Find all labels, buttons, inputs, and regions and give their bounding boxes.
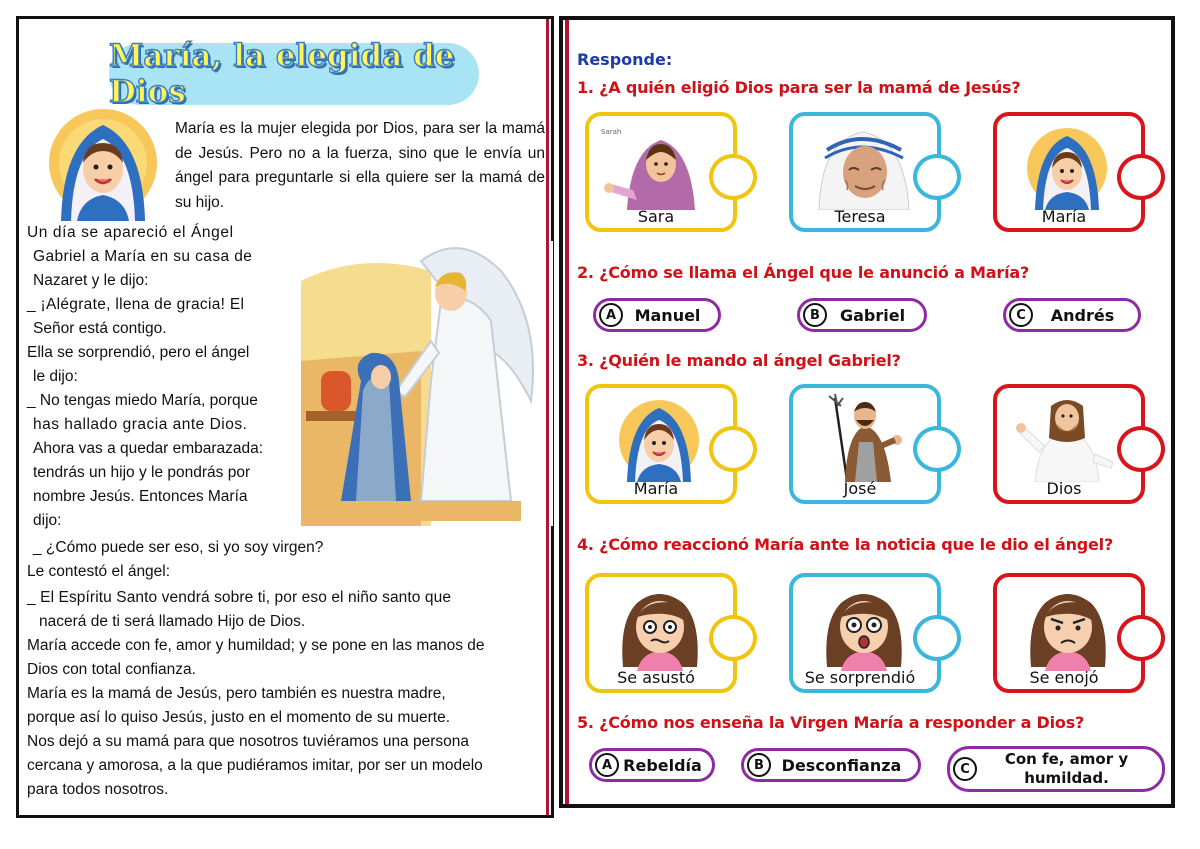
answer-circle[interactable] <box>709 154 757 200</box>
story-line: María es la mamá de Jesús, pero también es nuestra madre, <box>27 685 446 702</box>
surprised-girl-illustration <box>801 581 921 671</box>
card-label: Dios <box>1046 479 1082 498</box>
option-text: Manuel <box>634 305 701 325</box>
maria-illustration <box>1005 120 1125 210</box>
quiz-heading: Responde: <box>577 50 673 69</box>
story-line: porque así lo quiso Jesús, justo en el momento de su muerte. <box>27 709 451 726</box>
option-letter: C <box>953 757 977 781</box>
answer-circle[interactable] <box>709 615 757 661</box>
question-3: 3. ¿Quién le mando al ángel Gabriel? <box>577 351 901 370</box>
reading-page <box>16 16 554 818</box>
answer-circle[interactable] <box>1117 154 1165 200</box>
intro-paragraph: María es la mujer elegida por Dios, para ser la mamá de Jesús. Pero no a la fuerza, sino que le envía un ángel para preguntarle si ella quiere ser la mamá de su hijo. <box>175 120 545 211</box>
story-line: le dijo: <box>33 368 78 385</box>
story-line: cercana y amorosa, a la que pudiéramos imitar, por ser un modelo <box>27 757 483 774</box>
option-b-desconfianza[interactable] <box>741 748 921 782</box>
answer-circle[interactable] <box>1117 426 1165 472</box>
maria-illustration <box>597 392 717 482</box>
title-banner <box>109 38 479 110</box>
option-letter: B <box>747 753 771 777</box>
answer-card-se-asusto[interactable] <box>585 573 737 693</box>
dios-illustration <box>1005 392 1125 482</box>
option-text: Desconfianza <box>781 755 902 775</box>
scared-girl-illustration <box>597 581 717 671</box>
sara-tag: Sarah <box>601 128 622 136</box>
option-text: Con fe, amor y humildad. <box>1004 750 1129 787</box>
story-line: Dios con total confianza. <box>27 661 196 678</box>
card-label: María <box>1041 207 1087 226</box>
card-label: Sara <box>637 207 675 226</box>
story-line: _ ¿Cómo puede ser eso, si yo soy virgen? <box>33 539 324 556</box>
story-line: Un día se apareció el Ángel <box>27 224 234 241</box>
mary-portrait-illustration <box>33 103 173 221</box>
story-line: _ ¡Alégrate, llena de gracia! El <box>27 296 245 313</box>
page-title: María, la elegida de Dios <box>109 38 455 110</box>
answer-card-jose[interactable] <box>789 384 941 504</box>
card-label: José <box>843 479 877 498</box>
story-line: nombre Jesús. Entonces María <box>33 488 248 505</box>
question-1: 1. ¿A quién eligió Dios para ser la mamá de Jesús? <box>577 78 1021 97</box>
quiz-page <box>559 16 1175 808</box>
angry-girl-illustration <box>1005 581 1125 671</box>
option-b-gabriel[interactable] <box>797 298 927 332</box>
card-label: Se sorprendió <box>804 668 916 687</box>
option-a-rebeldia[interactable] <box>589 748 715 782</box>
story-line: _ El Espíritu Santo vendrá sobre ti, por eso el niño santo que <box>27 589 452 606</box>
story-line: Nazaret y le dijo: <box>33 272 149 289</box>
card-label: Se enojó <box>1029 668 1099 687</box>
answer-card-sara[interactable] <box>585 112 737 232</box>
card-label: Teresa <box>834 207 886 226</box>
story-line: has hallado gracia ante Dios. <box>33 416 248 433</box>
question-4: 4. ¿Cómo reaccionó María ante la noticia que le dio el ángel? <box>577 535 1114 554</box>
answer-circle[interactable] <box>913 154 961 200</box>
story-line: Le contestó el ángel: <box>27 563 171 580</box>
answer-card-teresa[interactable] <box>789 112 941 232</box>
option-a-manuel[interactable] <box>593 298 721 332</box>
option-text: Andrés <box>1050 305 1115 325</box>
card-label: Se asustó <box>617 668 695 687</box>
question-5: 5. ¿Cómo nos enseña la Virgen María a responder a Dios? <box>577 713 1085 732</box>
answer-circle[interactable] <box>709 426 757 472</box>
answer-circle[interactable] <box>1117 615 1165 661</box>
story-line: Gabriel a María en su casa de <box>33 248 253 265</box>
option-letter: A <box>595 753 619 777</box>
option-text: Rebeldía <box>623 755 702 775</box>
answer-card-se-enojo[interactable] <box>993 573 1145 693</box>
option-letter: A <box>599 303 623 327</box>
answer-card-maria[interactable] <box>993 112 1145 232</box>
answer-card-se-sorprendio[interactable] <box>789 573 941 693</box>
story-line: para todos nosotros. <box>27 781 169 798</box>
question-2: 2. ¿Cómo se llama el Ángel que le anunció a María? <box>577 263 1030 282</box>
option-c-andres[interactable] <box>1003 298 1141 332</box>
answer-circle[interactable] <box>913 426 961 472</box>
annunciation-illustration <box>301 241 553 526</box>
card-label: María <box>633 479 679 498</box>
story-line: Ahora vas a quedar embarazada: <box>33 440 264 457</box>
story-line: Señor está contigo. <box>33 320 167 337</box>
option-c-con-fe-amor-humildad[interactable] <box>947 746 1165 792</box>
story-line: María accede con fe, amor y humildad; y se pone en las manos de <box>27 637 485 654</box>
option-letter: C <box>1009 303 1033 327</box>
story-line: _ No tengas miedo María, porque <box>27 392 258 409</box>
answer-circle[interactable] <box>913 615 961 661</box>
answer-card-maria[interactable] <box>585 384 737 504</box>
option-letter: B <box>803 303 827 327</box>
jose-illustration <box>801 392 921 482</box>
story-line: tendrás un hijo y le pondrás por <box>33 464 251 481</box>
answer-card-dios[interactable] <box>993 384 1145 504</box>
option-text: Gabriel <box>839 305 906 325</box>
teresa-illustration <box>801 120 921 210</box>
sara-illustration <box>597 120 717 210</box>
story-line: dijo: <box>33 512 62 529</box>
story-line: Nos dejó a su mamá para que nosotros tuviéramos una persona <box>27 733 469 750</box>
story-line: Ella se sorprendió, pero el ángel <box>27 344 250 361</box>
story-line: nacerá de ti será llamado Hijo de Dios. <box>39 613 306 630</box>
